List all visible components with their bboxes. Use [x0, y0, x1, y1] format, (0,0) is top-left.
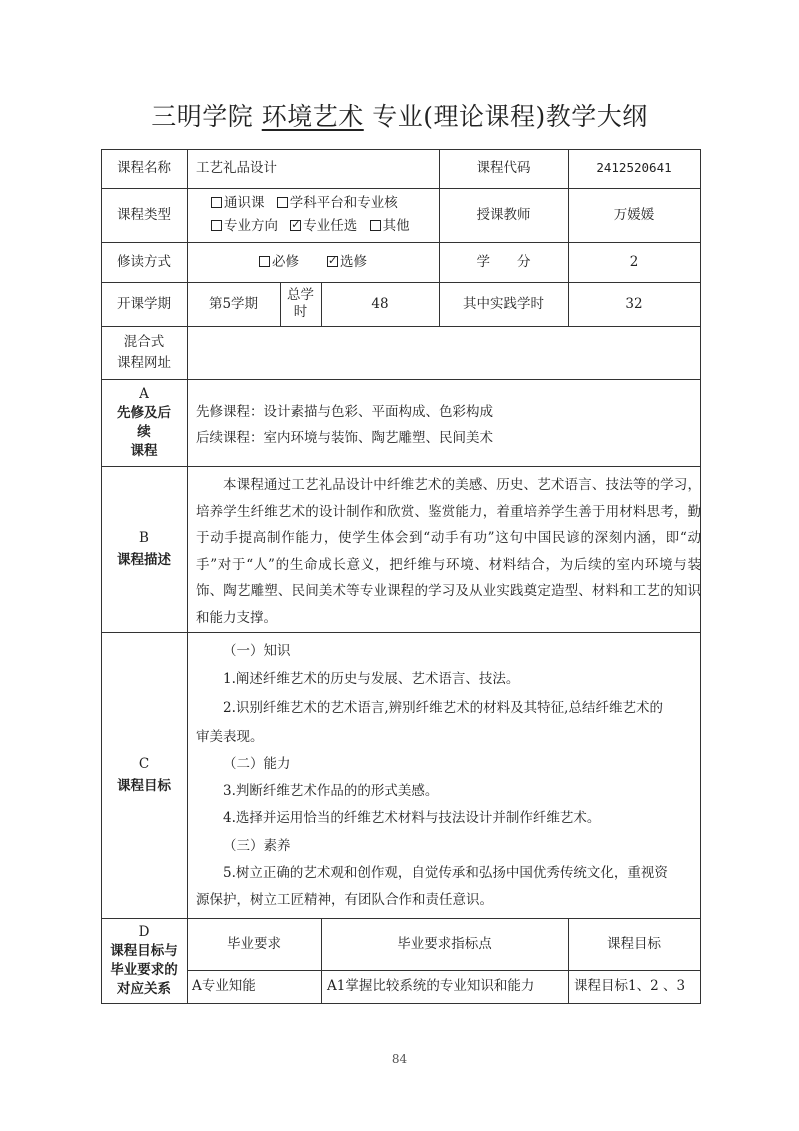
section-a-label: [101, 379, 187, 466]
checked-checkbox-icon: [327, 256, 338, 267]
column-header-indicator: 毕业要求指标点: [397, 935, 492, 952]
goal-5-line2: 源保护，树立工匠精神，有团队合作和责任意识。: [196, 892, 493, 908]
heading-knowledge: （一）知识: [223, 643, 291, 659]
teacher-label: 授课教师: [476, 206, 531, 223]
column-header-goal: 课程目标: [607, 935, 661, 952]
total-hours-label-line2: 时: [293, 304, 308, 320]
goal-2-line1: 2.识别纤维艺术的艺术语言,辨别纤维艺术的材料及其特征,总结纤维艺术的: [223, 700, 663, 716]
school-name: 三明学院: [151, 102, 254, 131]
course-type-label: 课程类型: [117, 206, 171, 223]
mode-option-required: 必修: [259, 254, 299, 271]
section-c-label: [101, 632, 187, 918]
mode-option-elective: ✓ 选修: [327, 254, 367, 271]
semester-label: 开课学期: [117, 295, 171, 312]
heading-quality: （三）素养: [223, 838, 291, 854]
section-d-label: [101, 918, 187, 1003]
type-option-core: 学科平台和专业核: [277, 195, 398, 211]
checkbox-icon: [277, 197, 288, 208]
section-b-title: 课程描述: [117, 552, 171, 568]
goal-4: 4.选择并运用恰当的纤维艺术材料与技法设计并制作纤维艺术。: [223, 810, 601, 826]
course-type-row-2: [211, 218, 418, 235]
section-c-letter: C: [138, 756, 150, 772]
semester-value: 第5学期: [208, 295, 259, 312]
checkbox-icon: [259, 256, 270, 267]
section-d-title-line2: 毕业要求的: [110, 961, 178, 978]
section-a-title-line2: 续: [137, 423, 151, 440]
section-d-letter: D: [138, 923, 150, 940]
practice-hours-value: 32: [625, 295, 643, 312]
course-description: 本课程通过工艺礼品设计中纤维艺术的美感、历史、艺术语言、技法等的学习，培养学生纤维艺术的设计制作和欣赏、鉴赏能力，着重培养学生善于用材料思考，勤于动手提高制作能力，使学生体会到“动手有功”这句中国民谚的深刻内涵，即“动手”对于“人”的生命成长意义，把纤维与环境、材料结合，为后续的室内环境与装饰、陶艺雕塑、民间美术等专业课程的学习及从业实践奠定造型、材料和工艺的知识和能力支撑。: [196, 477, 701, 626]
mixed-url-label-line1: 混合式: [123, 333, 165, 350]
course-code-label: 课程代码: [476, 160, 531, 176]
checked-checkbox-icon: [290, 220, 301, 231]
study-mode-options: [187, 242, 439, 282]
course-type-row-1: [211, 195, 406, 212]
teacher-value: 万媛媛: [613, 206, 655, 223]
goal-5-line1: 5.树立正确的艺术观和创作观，自觉传承和弘扬中国优秀传统文化，重视资: [223, 865, 668, 881]
title-suffix: 专业(理论课程)教学大纲: [372, 102, 648, 131]
page-number: 84: [391, 1052, 408, 1066]
type-option-general: 通识课: [211, 195, 265, 211]
total-hours-label: [280, 282, 321, 326]
type-option-other: 其他: [370, 218, 410, 234]
type-option-elective: ✓ 专业任选: [290, 218, 357, 234]
table-cell-goal: 课程目标1、2 、3: [574, 978, 686, 994]
section-b-label: [101, 466, 187, 632]
course-code-value: 2412520641: [596, 160, 672, 175]
section-a-title-line1: 先修及后: [117, 404, 171, 421]
followup-courses: 后续课程：室内环境与装饰、陶艺雕塑、民间美术: [196, 430, 493, 446]
goal-3: 3.判断纤维艺术作品的的形式美感。: [223, 783, 439, 799]
section-a-letter: A: [139, 385, 149, 402]
mixed-url-label-line2: 课程网址: [117, 354, 171, 371]
prereq-courses: 先修课程：设计素描与色彩、平面构成、色彩构成: [196, 404, 493, 420]
section-d-title-line3: 对应关系: [117, 980, 171, 997]
study-mode-label: 修读方式: [117, 253, 171, 270]
column-header-requirement: 毕业要求: [227, 935, 281, 952]
mixed-url-value: [196, 326, 700, 379]
checkbox-icon: [211, 197, 222, 208]
total-hours-label-line1: 总学: [287, 287, 314, 303]
mixed-url-label: [101, 326, 187, 379]
heading-ability: （二）能力: [223, 756, 291, 772]
type-option-direction: 专业方向: [211, 218, 278, 234]
checkbox-icon: [211, 220, 222, 231]
section-b-letter: B: [139, 530, 149, 546]
credit-value: 2: [629, 253, 639, 270]
course-name-label: 课程名称: [117, 160, 171, 176]
section-c-title: 课程目标: [117, 778, 171, 794]
major-name: 环境艺术: [261, 102, 364, 131]
course-type-options: [187, 188, 439, 242]
credit-label: 学 分: [476, 253, 531, 270]
goal-1: 1.阐述纤维艺术的历史与发展、艺术语言、技法。: [223, 671, 520, 687]
checkbox-icon: [370, 220, 381, 231]
section-a-title-line3: 课程: [130, 442, 158, 459]
goal-2-line2: 审美表现。: [196, 729, 264, 745]
section-d-title-line1: 课程目标与: [110, 942, 178, 959]
document-title: [0, 101, 799, 133]
table-cell-indicator: A1掌握比较系统的专业知识和能力: [327, 978, 535, 994]
table-cell-requirement: A专业知能: [192, 978, 256, 994]
course-name-value: 工艺礼品设计: [196, 160, 277, 176]
total-hours-value: 48: [371, 295, 389, 312]
practice-hours-label: 其中实践学时: [463, 295, 544, 312]
